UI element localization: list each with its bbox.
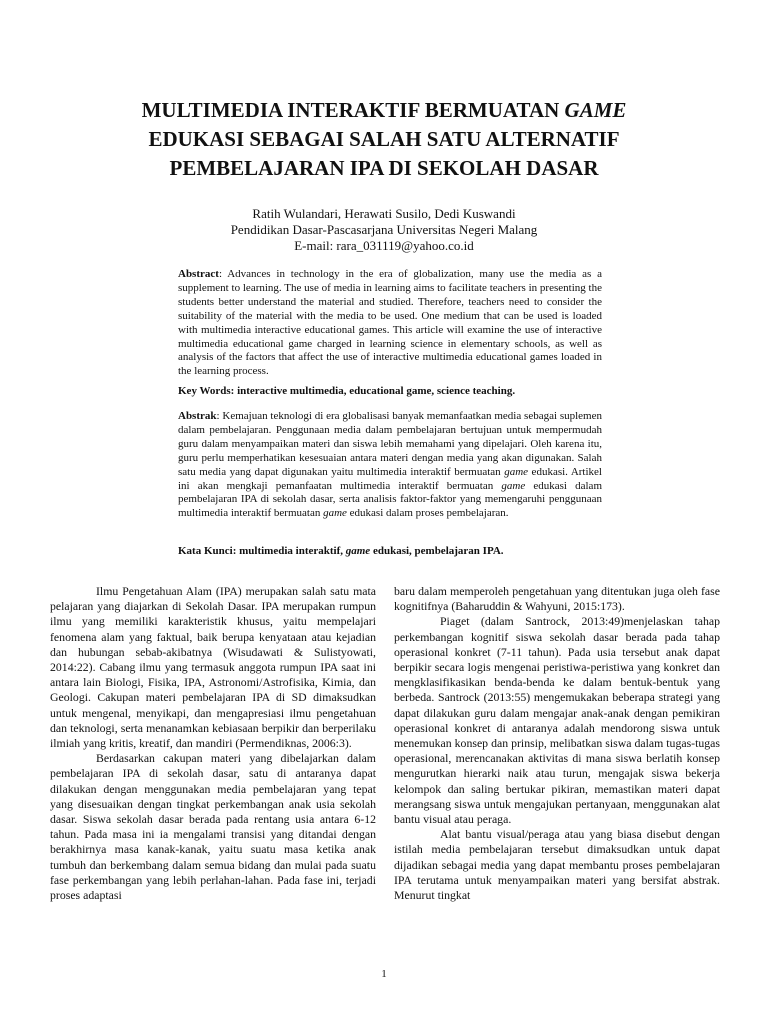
body-paragraph: baru dalam memperoleh pengetahuan yang ditentukan juga oleh fase kognitifnya (Baharuddin & Wahyuni, 2015:173). [394, 584, 720, 614]
abstract-indonesian: Abstrak: Kemajuan teknologi di era globalisasi banyak memanfaatkan media sebagai suplemen dalam pembelajaran. Penggunaan media dalam pembelajaran bertujuan untuk mempermudah guru dalam menyampaikan materi dan siswa lebih memahami yang dipelajari. Oleh karena itu, guru perlu memperhatikan kesesuaian antara materi dengan media yang akan digunakan. Salah satu media yang dapat digunakan yaitu multimedia interaktif bermuatan game edukasi. Artikel ini akan mengkaji pemanfaatan multimedia interaktif bermuatan game edukasi dalam pembelajaran IPA di sekolah dasar, serta analisis faktor-faktor yang memengaruhi penggunaan multimedia interaktif bermuatan game edukasi dalam proses pembelajaran. [178, 410, 602, 520]
body-right-column [394, 584, 720, 903]
body-left-column [50, 584, 376, 903]
body-paragraph: Ilmu Pengetahuan Alam (IPA) merupakan salah satu mata pelajaran yang diajarkan di Sekolah Dasar. IPA merupakan rumpun ilmu yang memiliki karakteristik khusus, yaitu mempelajari fenomena alam yang faktual, baik berupa kenyataan atau kejadian dan hubungan sebab-akibatnya (Wisudawati & Sulistyowati, 2014:22). Cabang ilmu yang termasuk anggota rumpun IPA saat ini antara lain Biologi, Fisika, IPA, Astronomi/Astrofisika, Kimia, dan Geologi. Cakupan materi pembelajaran IPA di SD dimaksudkan untuk mengenal, menyikapi, dan mengapresiasi ilmu pengetahuan dan teknologi, serta menanamkan kebiasaan berpikir dan berperilaku ilmiah yang kritis, kreatif, dan mandiri (Permendiknas, 2006:3). [50, 584, 376, 751]
game-term: game [504, 465, 529, 478]
paper-title [60, 96, 708, 183]
title-line-2: EDUKASI SEBAGAI SALAH SATU ALTERNATIF [148, 127, 620, 151]
body-paragraph: Berdasarkan cakupan materi yang dibelajarkan dalam pembelajaran IPA di sekolah dasar, satu di antaranya dapat dilakukan dengan menggunakan media pembelajaran yang tepat yang disesuaikan dengan tingkat perkembangan anak usia sekolah dasar. Siswa sekolah dasar berada pada rentang usia antara 6-12 tahun. Pada masa ini ia mengalami transisi yang ditandai dengan berakhirnya masa kanak-kanak, yaitu suatu masa ketika anak tumbuh dan berkembang dalam semua bidang dan mulai pada suatu fase perkembangan yang lebih perlahan-lahan. Pada fase ini, terjadi proses adaptasi [50, 751, 376, 903]
abstract-english [178, 268, 602, 379]
page-number: 1 [381, 968, 387, 980]
keywords-english [178, 384, 618, 398]
body-paragraph: Alat bantu visual/peraga atau yang biasa disebut dengan istilah media pembelajaran tersebut dimaksudkan untuk dapat dijadikan sebagai media yang dapat membantu proses pembelajaran IPA terutama untuk menyampaikan materi yang bersifat abstrak. Menurut tingkat [394, 827, 720, 903]
keywords-indonesian: Kata Kunci: multimedia interaktif, game edukasi, pembelajaran IPA. [178, 545, 504, 557]
author-email: E-mail: rara_031119@yahoo.co.id [294, 238, 474, 253]
keywords-text: : interactive multimedia, educational game, science teaching. [230, 385, 516, 397]
kata-kunci-label: Kata Kunci [178, 545, 233, 557]
game-term: game [323, 507, 347, 520]
author-names: Ratih Wulandari, Herawati Susilo, Dedi Kuswandi [252, 206, 516, 221]
abstrak-label: Abstrak [178, 410, 217, 422]
game-term: game [345, 545, 371, 557]
author-block [60, 206, 708, 254]
author-affiliation: Pendidikan Dasar-Pascasarjana Universitas Negeri Malang [230, 222, 538, 237]
game-term: game [501, 479, 526, 492]
abstract-text: : Advances in technology in the era of globalization, many use the media as a supplement to learning. The use of media in learning aims to facilitate teachers in presenting the students better understand the material and studied. Therefore, teachers need to consider the suitability of the material with the media to be used. One medium that can be used is loaded with multimedia interactive educational games. This article will examine the use of interactive multimedia educational game charged in learning science in elementary schools, as well as analysis of the factors that affect the use of interactive multimedia educational games loaded in the learning process. [178, 268, 602, 378]
body-paragraph: Piaget (dalam Santrock, 2013:49)menjelaskan tahap perkembangan kognitif siswa sekolah dasar berada pada tahap operasional konkret (7-11 tahun). Pada usia tersebut anak dapat berpikir secara logis mengenai peristiwa-peristiwa yang konkret dan mengklasifikasikan benda-benda ke dalam bentuk-bentuk yang berbeda. Santrock (2013:55) mengemukakan beberapa strategi yang dapat dilakukan guru dalam mengajar anak-anak dengan pemikiran operasional konkret di antaranya adalah mendorong siswa untuk menemukan konsep dan prinsip, melibatkan siswa dalam tugas-tugas operasional, merencanakan aktivitas di mana siswa berlatih konsep mengurutkan hierarki naik atau turun, mengajak siswa bekerja kelompok dan saling bertukar pikiran, memastikan materi dapat merangsang siswa untuk mengajukan pertanyaan, menggunakan alat bantu visual atau peraga. [394, 614, 720, 827]
keywords-label: Key Words [178, 385, 231, 397]
title-line-1: MULTIMEDIA INTERAKTIF BERMUATAN GAME [141, 98, 627, 122]
abstract-label: Abstract [178, 268, 219, 280]
title-line-3: PEMBELAJARAN IPA DI SEKOLAH DASAR [169, 156, 599, 180]
